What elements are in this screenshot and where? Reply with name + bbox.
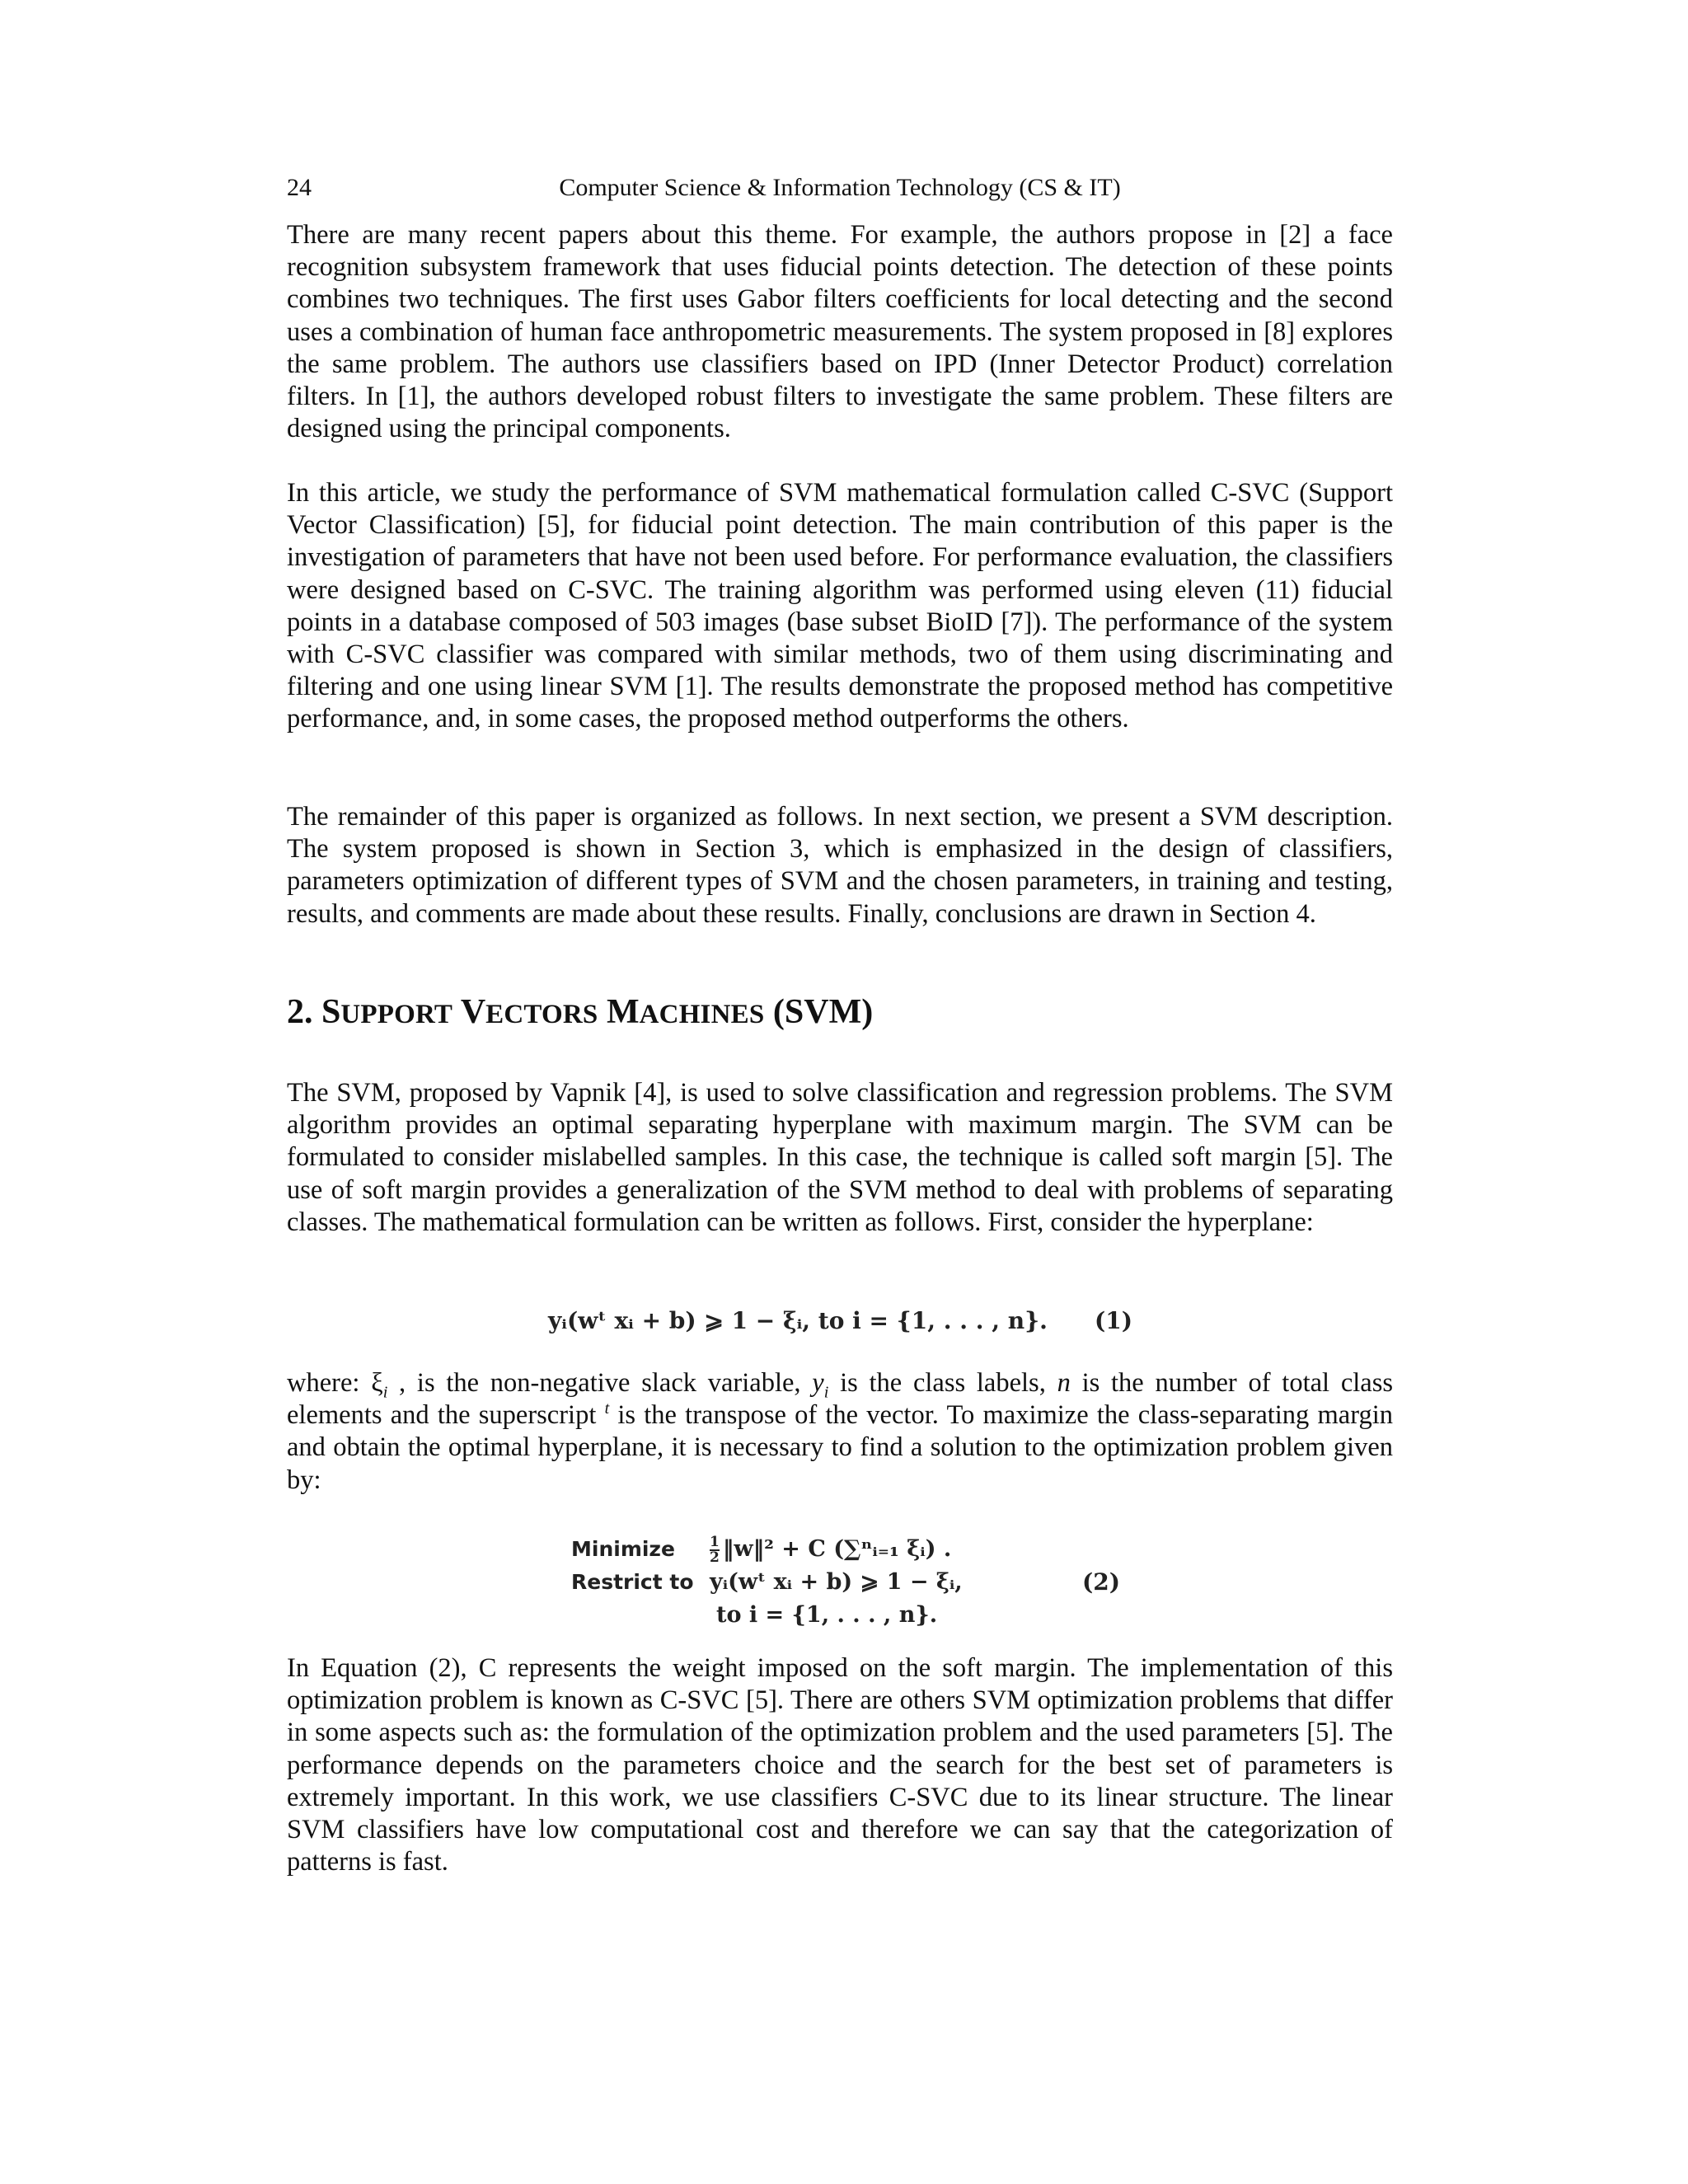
paragraph-organization: The remainder of this paper is organized as follows. In next section, we present a SVM description. The system proposed is shown in Section 3, which is emphasized in the design of classifiers, parameters optimization of different types of SVM and the chosen parameters, in training and testing, results, and comments are made about these results. Finally, conclusions are drawn in Section 4. — [287, 802, 1393, 929]
equation-2-range-row — [571, 1599, 963, 1632]
journal-title: Computer Science & Information Technology (CS & IT) — [559, 174, 1121, 201]
paragraph-svm-intro: The SVM, proposed by Vapnik [4], is used to solve classification and regression problems. The SVM algorithm provides an optimal separating hyperplane with maximum margin. The SVM can be formulated to consider mislabelled samples. In this case, the technique is called soft margin [5]. The use of soft margin provides a generalization of the SVM method to deal with problems of separating classes. The mathematical formulation can be written as follows. First, consider the hyperplane: — [287, 1078, 1393, 1237]
restrict-label: Restrict to — [571, 1570, 694, 1594]
minimize-label: Minimize — [571, 1537, 675, 1561]
equation-2 — [571, 1533, 963, 1632]
equation-2-constraint-row — [571, 1566, 963, 1599]
equation-1: yᵢ(wᵗ xᵢ + b) ⩾ 1 − ξᵢ, to i = {1, . . . , n}. — [548, 1307, 1048, 1334]
equation-2-number: (2) — [1082, 1568, 1120, 1596]
objective-expression: ‖w‖² + C (∑ⁿᵢ₌₁ ξᵢ) . — [722, 1536, 952, 1562]
equation-1-number: (1) — [1095, 1307, 1132, 1334]
page-number: 24 — [287, 174, 312, 201]
paragraph-related-work: There are many recent papers about this theme. For example, the authors propose in [2] a face recognition subsystem framework that uses fiducial points detection. The detection of these points combines two techniques. The first uses Gabor filters coefficients for local detecting and the second uses a combination of human face anthropometric measurements. The system proposed in [8] explores the same problem. The authors use classifiers based on IPD (Inner Detector Product) correlation filters. In [1], the authors developed robust filters to investigate the same problem. These filters are designed using the principal components. — [287, 220, 1393, 444]
paragraph-where: where: $\xi_i$ , is the non-negative slack variable, $y_i$ is the class labels, n is the number of total class elements and the superscript $^t$ is the transpose of the vector. To maximize the class-separating margin and obtain the optimal hyperplane, it is necessary to find a solution to the optimization problem given by: — [287, 1368, 1393, 1495]
paragraph-c-svc: In Equation (2), C represents the weight imposed on the soft margin. The implementation of this optimization problem is known as C-SVC [5]. There are others SVM optimization problems that differ in some aspects such as: the formulation of the optimization problem and the used parameters [5]. The performance depends on the parameters choice and the search for the best set of parameters is extremely important. In this work, we use classifiers C-SVC due to its linear structure. The linear SVM classifiers have low computational cost and therefore we can say that the categorization of patterns is fast. — [287, 1653, 1393, 1877]
equation-2-objective-row — [571, 1533, 963, 1566]
running-head — [287, 171, 1393, 204]
range-expression: to i = {1, . . . , n}. — [716, 1602, 938, 1628]
one-half-fraction: $\frac{1}{2}$ — [710, 1533, 720, 1566]
section-heading: 2. SUPPORT VECTORS MACHINES (SVM) — [287, 993, 874, 1031]
constraint-expression: yᵢ(wᵗ xᵢ + b) ⩾ 1 − ξᵢ, — [710, 1569, 963, 1595]
paragraph-contribution: In this article, we study the performance of SVM mathematical formulation called C-SVC (Support Vector Classification) [5], for fiducial point detection. The main contribution of this paper is the investigation of parameters that have not been used before. For performance evaluation, the classifiers were designed based on C-SVC. The training algorithm was performed using eleven (11) fiducial points in a database composed of 503 images (base subset BioID [7]). The performance of the system with C-SVC classifier was compared with similar methods, two of them using discriminating and filtering and one using linear SVM [1]. The results demonstrate the proposed method has competitive performance, and, in some cases, the proposed method outperforms the others. — [287, 478, 1393, 734]
